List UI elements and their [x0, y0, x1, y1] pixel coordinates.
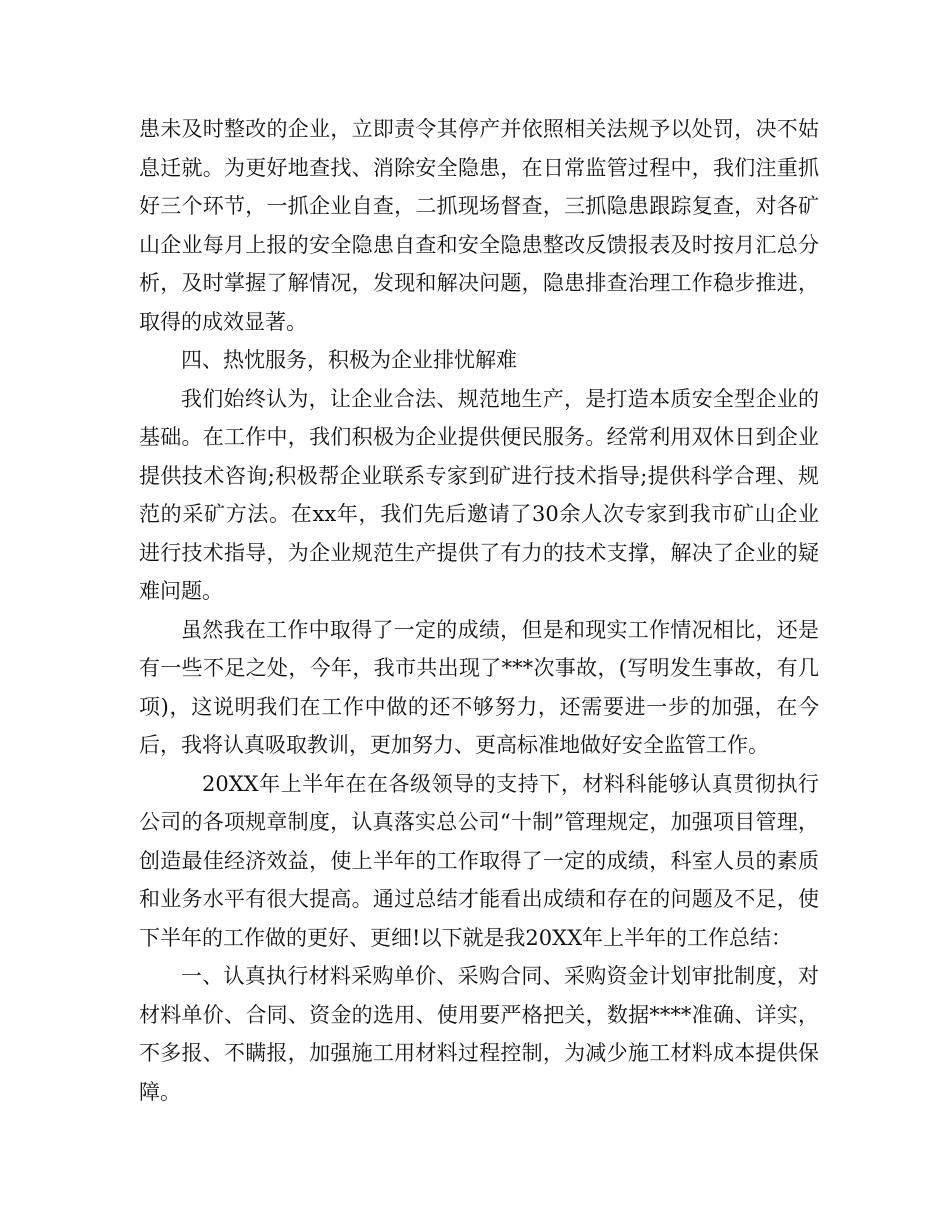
paragraph-shortcomings: 虽然我在工作中取得了一定的成绩，但是和现实工作情况相比，还是有一些不足之处，今年，我市共出现了***次事故，(写明发生事故，有几项)，这说明我们在工作中做的还不够努力，还需要进一步的加强，在今后，我将认真吸取教训，更加努力、更高标准地做好安全监管工作。 — [139, 617, 819, 757]
paragraph-half-year-summary: 20XX年上半年在在各级领导的支持下，材料科能够认真贯彻执行公司的各项规章制度，认真落实总公司“十制”管理规定，加强项目管理，创造最佳经济效益，使上半年的工作取得了一定的成绩，科室人员的素质和业务水平有很大提高。通过总结才能看出成绩和存在的问题及不足，使下半年的工作做的更好、更细!以下就是我20XX年上半年的工作总结： — [139, 771, 819, 950]
paragraph-enterprise-service: 我们始终认为，让企业合法、规范地生产，是打造本质安全型企业的基础。在工作中，我们积极为企业提供便民服务。经常利用双休日到企业提供技术咨询;积极帮企业联系专家到矿进行技术指导;提供科学合理、规范的采矿方法。在xx年，我们先后邀请了30余人次专家到我市矿山企业进行技术指导，为企业规范生产提供了有力的技术支撑，解决了企业的疑难问题。 — [139, 386, 819, 603]
document-body — [139, 110, 819, 1111]
paragraph-procurement-control: 一、认真执行材料采购单价、采购合同、采购资金计划审批制度，对材料单价、合同、资金的选用、使用要严格把关，数据****准确、详实，不多报、不瞒报，加强施工用材料过程控制，为减少施工材料成本提供保障。 — [139, 964, 819, 1104]
section-heading-service: 四、热忱服务，积极为企业排忧解难 — [181, 348, 517, 372]
paragraph-hazard-rectification: 患未及时整改的企业，立即责令其停产并依照相关法规予以处罚，决不姑息迁就。为更好地查找、消除安全隐患，在日常监管过程中，我们注重抓好三个环节，一抓企业自查，二抓现场督查，三抓隐患跟踪复查，对各矿山企业每月上报的安全隐患自查和安全隐患整改反馈报表及时按月汇总分析，及时掌握了解情况，发现和解决问题，隐患排查治理工作稳步推进，取得的成效显著。 — [139, 117, 819, 334]
